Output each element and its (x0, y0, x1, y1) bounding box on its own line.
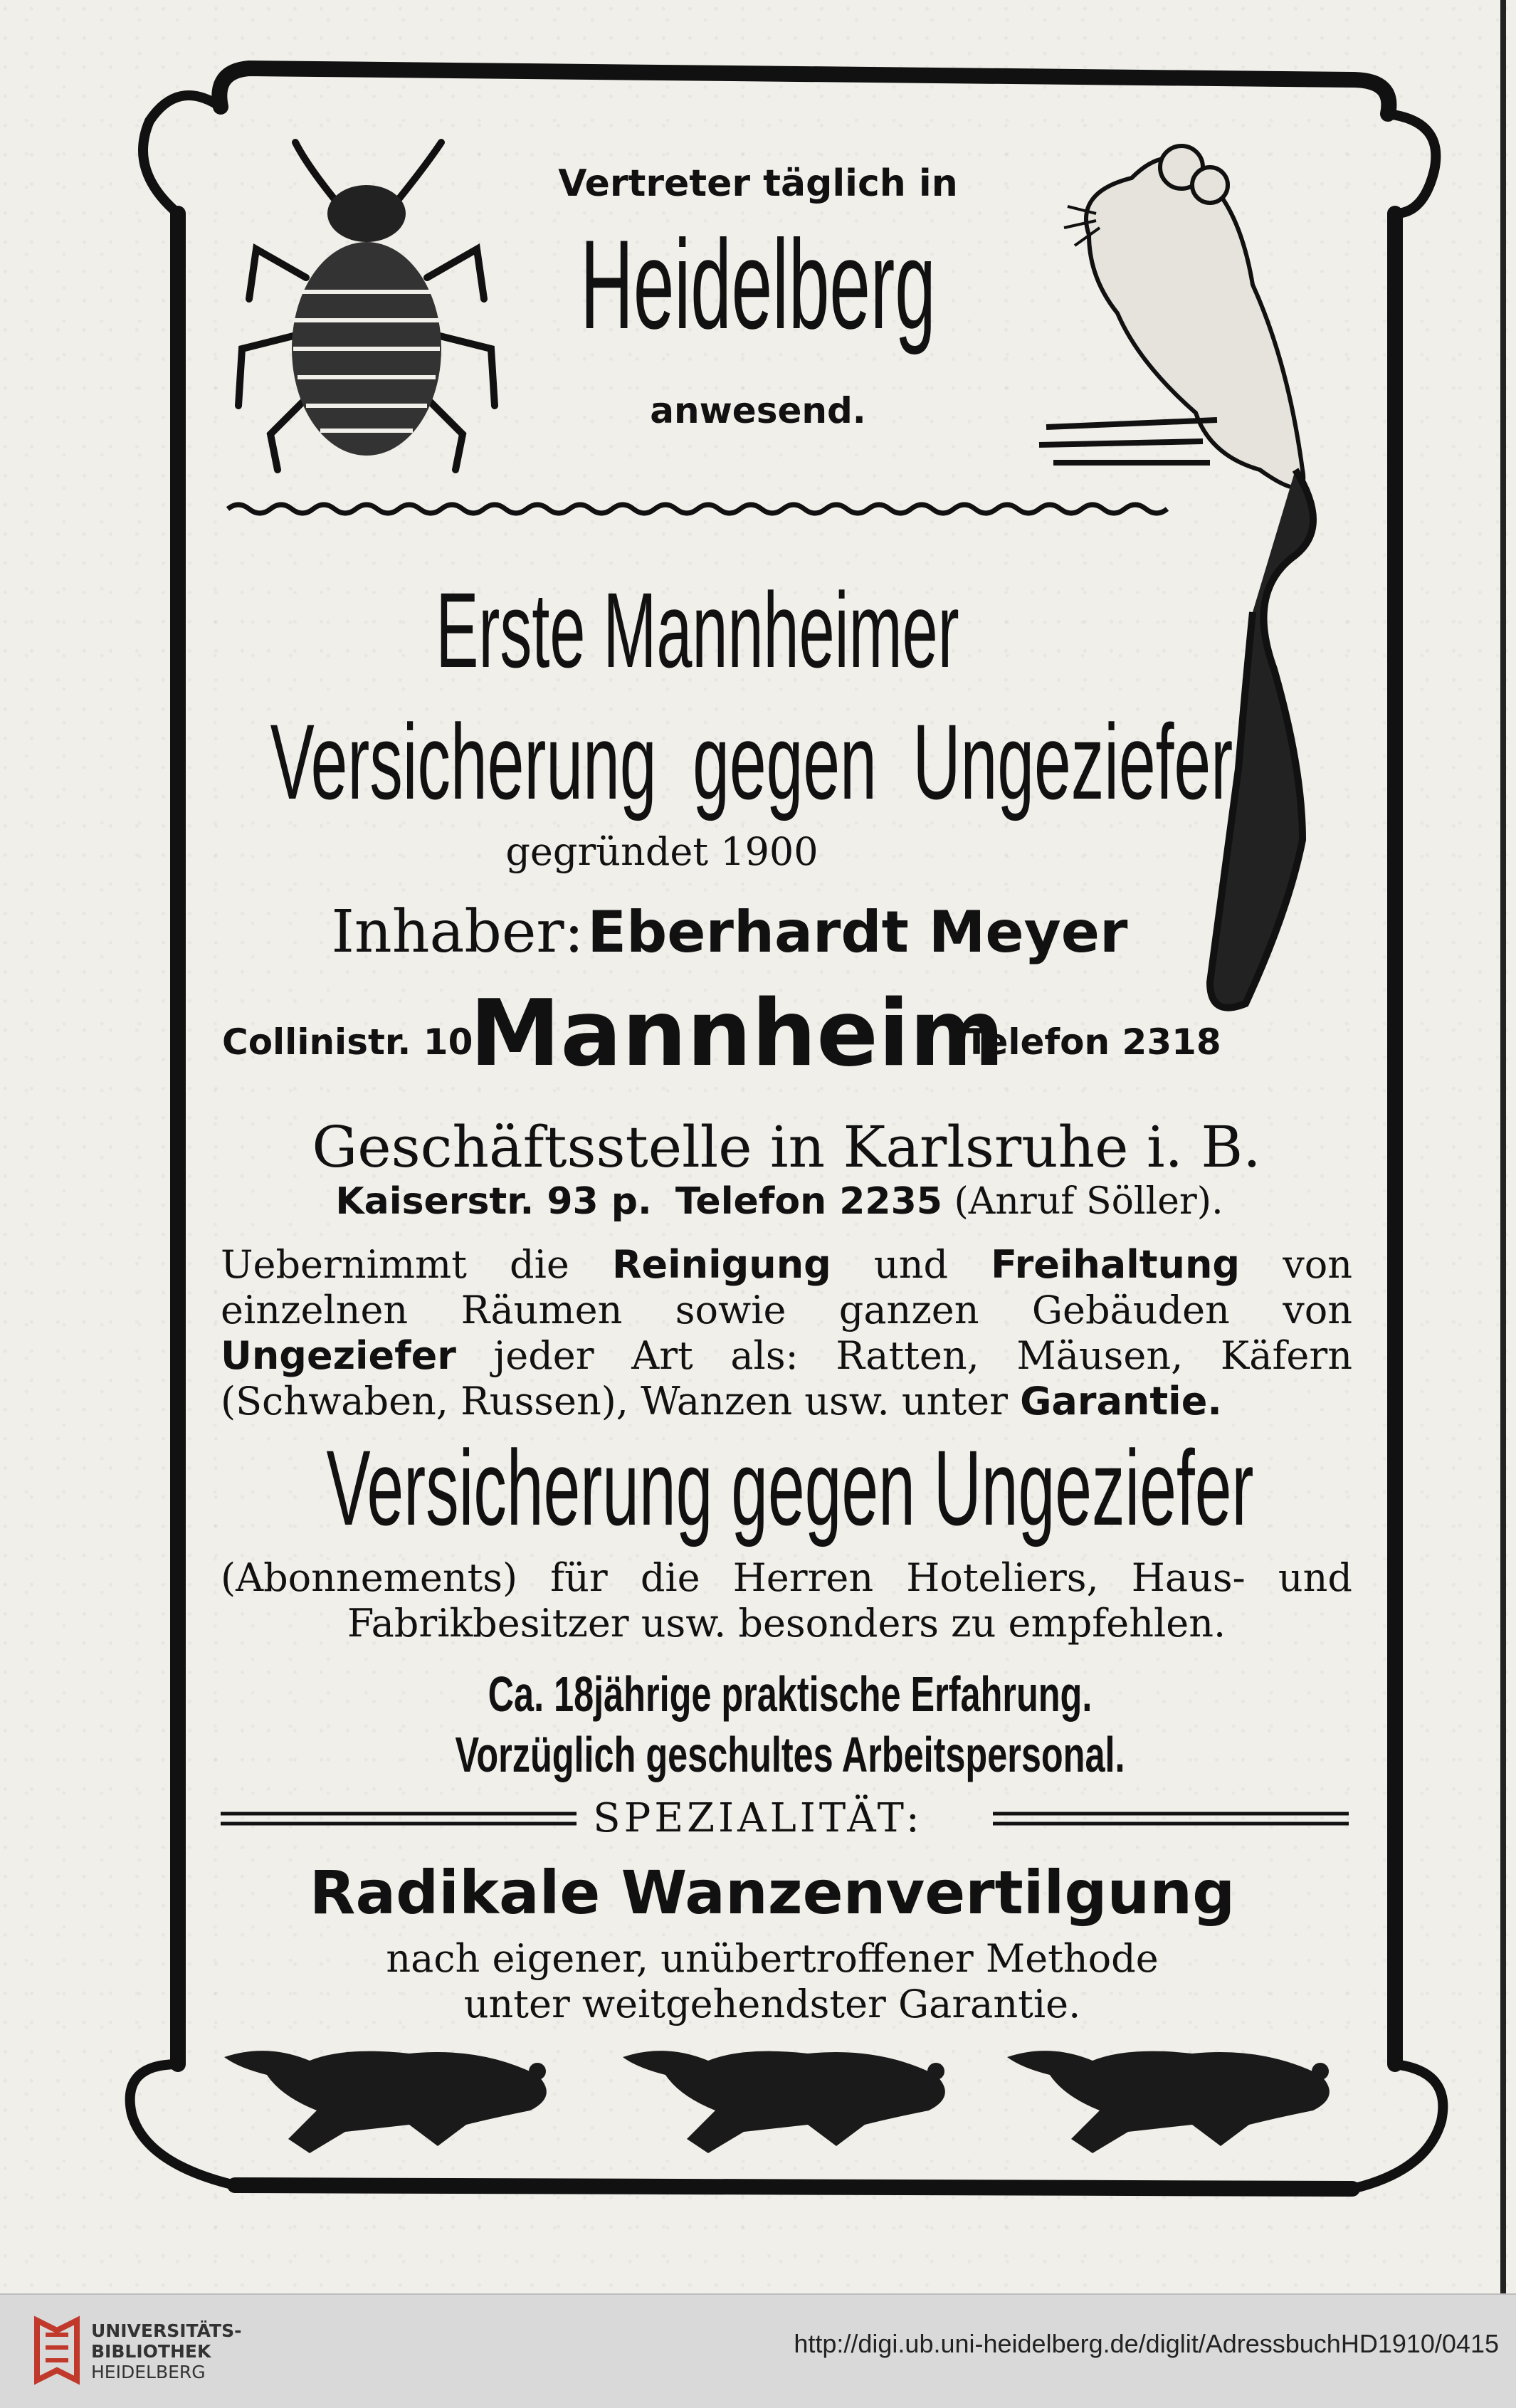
heidelberg-title: Heidelberg (580, 214, 936, 355)
insurance-headline: Versicherung gegen Ungeziefer (326, 1428, 1254, 1547)
university-library-logo-icon (31, 2313, 83, 2387)
owner-line (0, 898, 1488, 966)
mannheim-title: Mannheim (470, 981, 1005, 1087)
services-garantie: Garantie. (1020, 1379, 1222, 1424)
vertreter-line: Vertreter täglich in (558, 162, 958, 205)
owner-name: Eberhardt Meyer (587, 899, 1128, 965)
rat-silhouette-3 (1007, 2051, 1330, 2153)
owner-label: Inhaber: (331, 898, 584, 966)
company-line2: Versicherung gegen Ungeziefer (270, 702, 1233, 821)
library-name-line2: BIBLIOTHEK (91, 2341, 211, 2362)
specialty-title: Radikale Wanzenvertilgung (309, 1858, 1236, 1928)
street-address: Collinistr. 10 (222, 1021, 473, 1063)
services-text-2: und (873, 1242, 949, 1287)
services-text-1: Uebernimmt die (221, 1242, 569, 1287)
experience-line1: Ca. 18jährige praktische Erfahrung. (488, 1666, 1093, 1722)
branch-address-line (21, 1180, 1516, 1223)
branch-address: Kaiserstr. 93 p. (335, 1180, 652, 1223)
library-footer (0, 2293, 1516, 2408)
services-ungeziefer: Ungeziefer (221, 1333, 456, 1378)
library-name (91, 2320, 241, 2382)
running-rats (224, 2032, 1363, 2175)
source-url-link[interactable]: http://digi.ub.uni-heidelberg.de/diglit/AdressbuchHD1910/0415 (794, 2329, 1499, 2358)
insurance-description: (Abonnements) für die Herren Hoteliers, Haus- und Fabrikbesitzer usw. besonders zu empfehlen. (221, 1555, 1352, 1646)
services-text-4: jeder Art als: Ratten, Mäusen, Käfern (Schwaben, Russen), Wanzen usw. unter (221, 1333, 1352, 1424)
specialty-line2: unter weitgehendster Garantie. (463, 1982, 1081, 2026)
services-text-3: von einzelnen Räumen sowie ganzen Gebäuden von (221, 1242, 1352, 1332)
rat-silhouette-1 (224, 2051, 547, 2153)
library-name-line1: UNIVERSITÄTS- (91, 2320, 242, 2341)
anwesend-line: anwesend. (650, 390, 866, 431)
branch-phone: Telefon 2235 (675, 1180, 942, 1223)
company-line1: Erste Mannheimer (436, 570, 959, 690)
specialty-label: SPEZIALITÄT: (593, 1795, 923, 1841)
branch-call: (Anruf Söller). (954, 1180, 1223, 1223)
services-paragraph (221, 1242, 1352, 1424)
mannheim-phone: Telefon 2318 (964, 1021, 1221, 1063)
experience-line2: Vorzüglich geschultes Arbeitspersonal. (455, 1727, 1125, 1782)
services-freihaltung: Freihaltung (991, 1242, 1241, 1287)
specialty-line1: nach eigener, unübertroffener Methode (386, 1936, 1159, 1981)
services-reinigung: Reinigung (611, 1242, 831, 1287)
founded-line: gegründet 1900 (505, 829, 818, 874)
rat-silhouette-2 (623, 2051, 945, 2153)
library-name-line3: HEIDELBERG (91, 2362, 206, 2382)
branch-title: Geschäftsstelle in Karlsruhe i. B. (312, 1114, 1261, 1180)
